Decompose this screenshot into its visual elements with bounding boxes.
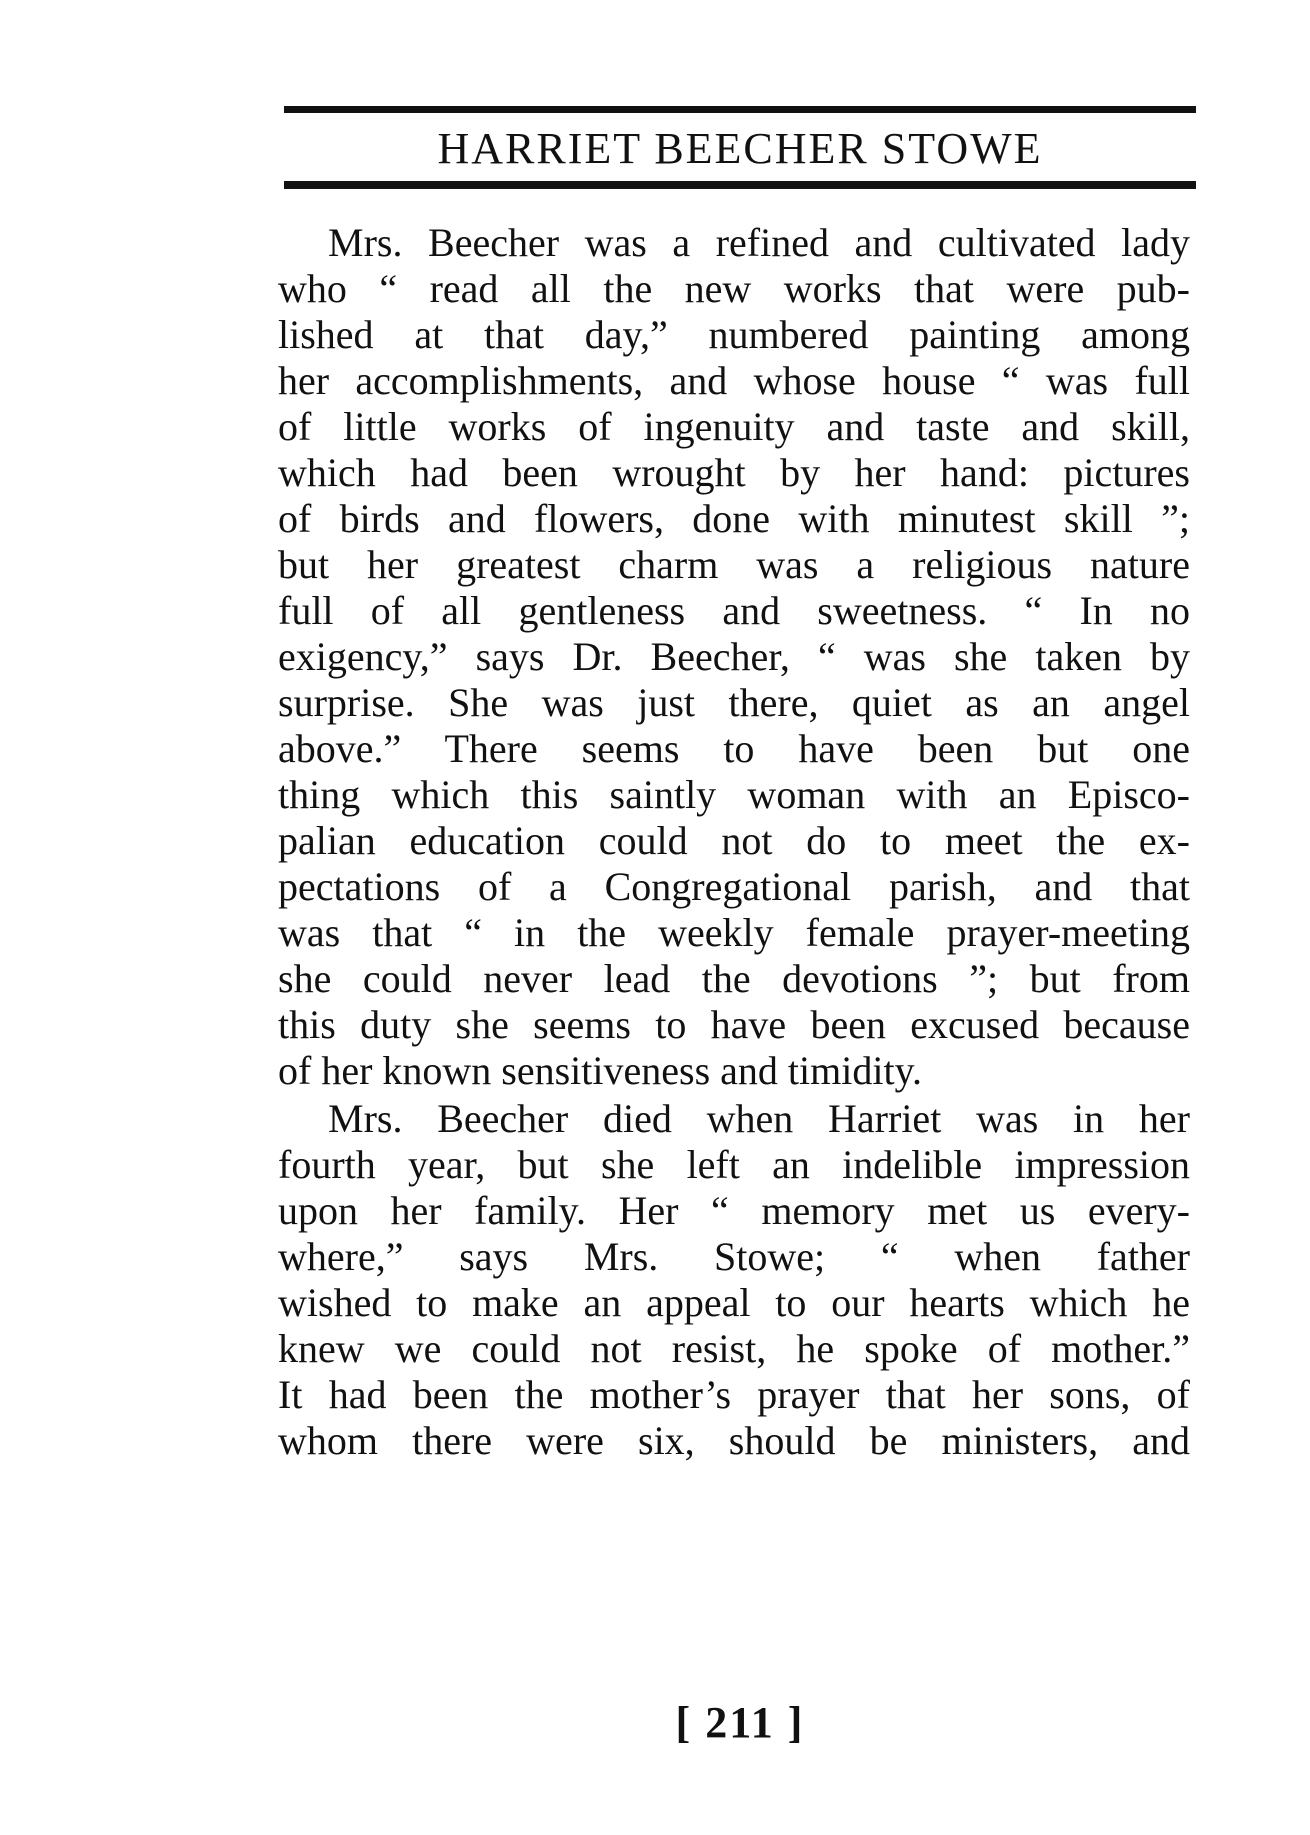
text-line: It had been the mother’s prayer that her sons, of — [278, 1372, 1190, 1417]
text-line: of little works of ingenuity and taste and skill, — [278, 404, 1190, 449]
text-line: thing which this saintly woman with an Episco- — [278, 772, 1190, 817]
text-line: Mrs. Beecher was a refined and cultivated lady — [328, 220, 1190, 265]
text-line: pectations of a Congregational parish, and that — [278, 864, 1190, 909]
text-line: which had been wrought by her hand: pictures — [278, 450, 1190, 495]
header-rule-top — [284, 106, 1196, 113]
running-title: HARRIET BEECHER STOWE — [437, 124, 1043, 173]
text-line: whom there were six, should be ministers, and — [278, 1418, 1190, 1463]
text-line: was that “ in the weekly female prayer-meeting — [278, 910, 1190, 955]
text-line: Mrs. Beecher died when Harriet was in her — [328, 1096, 1190, 1141]
text-line: lished at that day,” numbered painting among — [278, 312, 1190, 357]
text-line: exigency,” says Dr. Beecher, “ was she taken by — [278, 634, 1190, 679]
header-rule-bottom — [284, 181, 1196, 189]
text-line: where,” says Mrs. Stowe; “ when father — [278, 1234, 1190, 1279]
text-line: surprise. She was just there, quiet as an angel — [278, 680, 1190, 725]
text-line: her accomplishments, and whose house “ was full — [278, 358, 1190, 403]
text-line: palian education could not do to meet the ex- — [278, 818, 1190, 863]
text-line: of her known sensitiveness and timidity. — [278, 1048, 922, 1093]
text-line: who “ read all the new works that were pub- — [278, 266, 1190, 311]
text-line: this duty she seems to have been excused because — [278, 1002, 1190, 1047]
page-number: [ 211 ] — [675, 1698, 805, 1747]
text-line: knew we could not resist, he spoke of mother.” — [278, 1326, 1190, 1371]
text-line: full of all gentleness and sweetness. “ In no — [278, 588, 1190, 633]
text-line: fourth year, but she left an indelible impression — [278, 1142, 1190, 1187]
text-line: of birds and flowers, done with minutest skill ”; — [278, 496, 1190, 541]
text-line: but her greatest charm was a religious nature — [278, 542, 1190, 587]
text-line: upon her family. Her “ memory met us every- — [278, 1188, 1190, 1233]
text-line: she could never lead the devotions ”; but from — [278, 956, 1190, 1001]
text-line: above.” There seems to have been but one — [278, 726, 1190, 771]
text-line: wished to make an appeal to our hearts which he — [278, 1280, 1190, 1325]
